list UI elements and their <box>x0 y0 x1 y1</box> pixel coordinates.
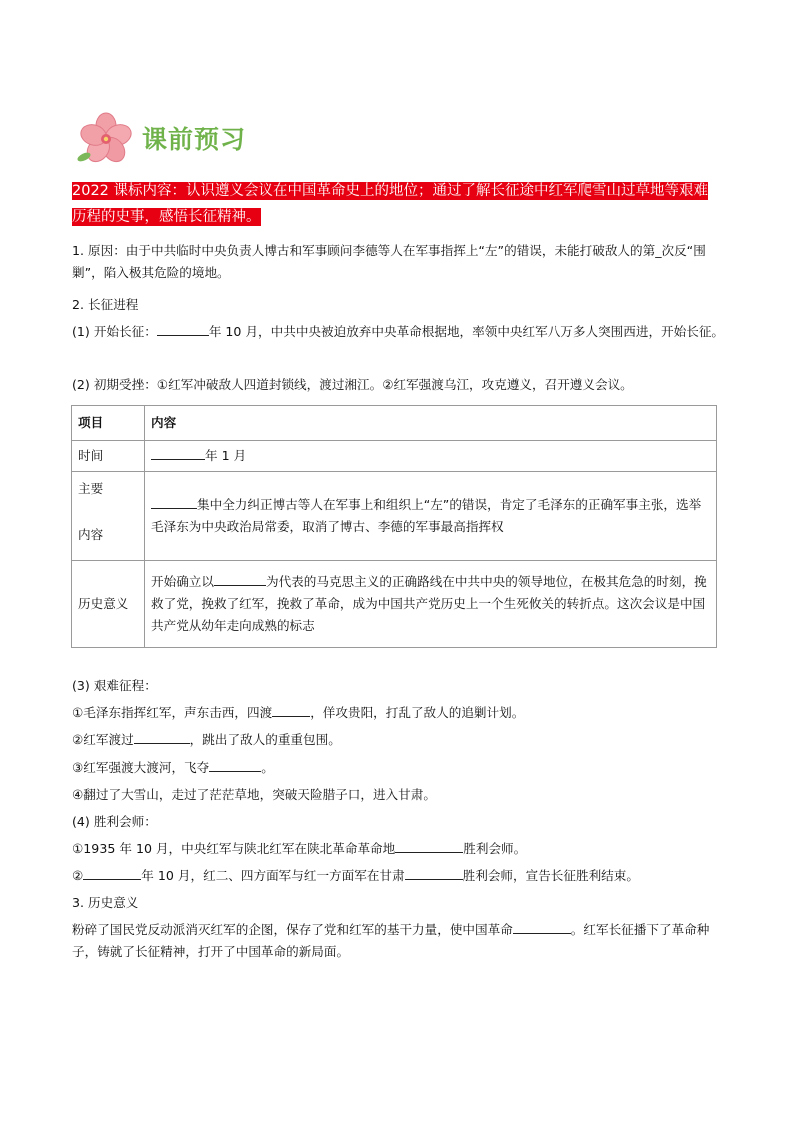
victory-2-text: 胜利会师，宣告长征胜利结束。 <box>462 868 639 883</box>
blank-bridge[interactable] <box>209 758 261 772</box>
table-header-content: 内容 <box>145 406 717 441</box>
start-march-prefix: (1) 开始长征： <box>72 324 157 339</box>
significance-text: 为代表的马克思主义的正确路线在中共中央的领导地位，在极其危急的时刻，挽救了党，挽救了红军，挽救了革命，成为中国共产党历史上一个生死攸关的转折点。这次会议是中国共产党从幼年走向成熟的标志 <box>151 574 707 633</box>
significance-para-text: 。红军长征播下了革命种子，铸就了长征精神，打开了中国革命的新局面。 <box>72 922 710 959</box>
significance-paragraph <box>72 919 724 963</box>
zunyi-meeting-table <box>71 405 717 648</box>
victory-1-text: 胜利会师。 <box>463 841 527 856</box>
item-3-prefix: ③红军强渡大渡河，飞夺 <box>72 760 210 775</box>
start-march-paragraph <box>72 321 724 343</box>
main-label-bottom: 内容 <box>78 527 104 542</box>
hard-march-item-3 <box>72 757 724 779</box>
hard-march-item-2 <box>72 729 724 751</box>
significance-heading: 3. 历史意义 <box>72 895 139 910</box>
hard-march-item-4: ④翻过了大雪山，走过了茫茫草地，突破天险腊子口，进入甘肃。 <box>72 787 436 802</box>
victory-2-mid: 年 10 月，红二、四方面军与红一方面军在甘肃 <box>141 868 405 883</box>
blank-year-1[interactable] <box>157 322 209 336</box>
banner-text: 2022 课标内容：认识遵义会议在中国革命史上的地位；通过了解长征途中红军爬雪山过草地等艰难历程的史事，感悟长征精神。 <box>72 183 709 225</box>
blank-place-1[interactable] <box>395 839 463 853</box>
main-content-label <box>72 472 145 561</box>
blank-meeting[interactable] <box>151 495 197 509</box>
hard-march-heading: (3) 艰难征程： <box>72 678 157 693</box>
victory-2-prefix: ② <box>72 868 84 883</box>
table-row <box>72 561 717 648</box>
item-3-text: 。 <box>261 760 274 775</box>
curriculum-banner <box>72 178 722 230</box>
cause-paragraph: 1. 原因：由于中共临时中央负责人博古和军事顾问李德等人在军事指挥上“左”的错误，未能打破敌人的第_次反“围剿”，陷入极其危险的境地。 <box>72 243 706 280</box>
blank-river-2[interactable] <box>134 730 190 744</box>
table-row <box>72 406 717 441</box>
time-label: 时间 <box>72 441 145 472</box>
early-setback-paragraph: (2) 初期受挫：①红军冲破敌人四道封锁线，渡过湘江。②红军强渡乌江，攻克遵义，召开遵义会议。 <box>72 377 633 392</box>
item-1-text: ，佯攻贵阳，打乱了敌人的追剿计划。 <box>310 705 525 720</box>
blank-year-2[interactable] <box>151 446 205 460</box>
march-process-heading: 2. 长征进程 <box>72 297 139 312</box>
section-title: 课前预习 <box>142 125 247 154</box>
hard-march-item-1 <box>72 702 724 724</box>
time-text: 年 1 月 <box>205 448 247 463</box>
main-content-text: 集中全力纠正博古等人在军事上和组织上“左”的错误，肯定了毛泽东的正确军事主张，选举毛泽东为中央政治局常委，取消了博古、李德的军事最高指挥权 <box>151 497 702 534</box>
blossom-icon <box>76 111 138 165</box>
item-1-prefix: ①毛泽东指挥红军，声东击西，四渡 <box>72 705 273 720</box>
blank-leader[interactable] <box>214 572 266 586</box>
blank-year-3[interactable] <box>83 866 141 880</box>
blank-turning[interactable] <box>513 920 571 934</box>
item-2-prefix: ②红军渡过 <box>72 732 134 747</box>
start-march-text: 年 10 月，中共中央被迫放弃中央革命根据地，率领中央红军八万多人突围西进，开始长征。 <box>208 324 725 339</box>
section-header <box>76 108 246 168</box>
table-row <box>72 472 717 561</box>
victory-1-prefix: ①1935 年 10 月，中央红军与陕北红军在陕北革命革命地 <box>72 841 396 856</box>
victory-heading: (4) 胜利会师： <box>72 814 157 829</box>
table-row <box>72 441 717 472</box>
item-2-text: ，跳出了敌人的重重包围。 <box>189 732 341 747</box>
significance-prefix: 开始确立以 <box>151 574 214 589</box>
main-content-cell <box>145 472 717 561</box>
blank-river-1[interactable] <box>272 703 310 717</box>
table-header-item: 项目 <box>72 406 145 441</box>
significance-cell <box>145 561 717 648</box>
significance-para-prefix: 粉碎了国民党反动派消灭红军的企图，保存了党和红军的基干力量，使中国革命 <box>72 922 513 937</box>
main-label-top: 主要 <box>78 481 104 496</box>
significance-label: 历史意义 <box>72 561 145 648</box>
victory-item-2 <box>72 865 724 887</box>
blank-place-2[interactable] <box>405 866 463 880</box>
time-cell <box>145 441 717 472</box>
victory-item-1 <box>72 838 724 860</box>
